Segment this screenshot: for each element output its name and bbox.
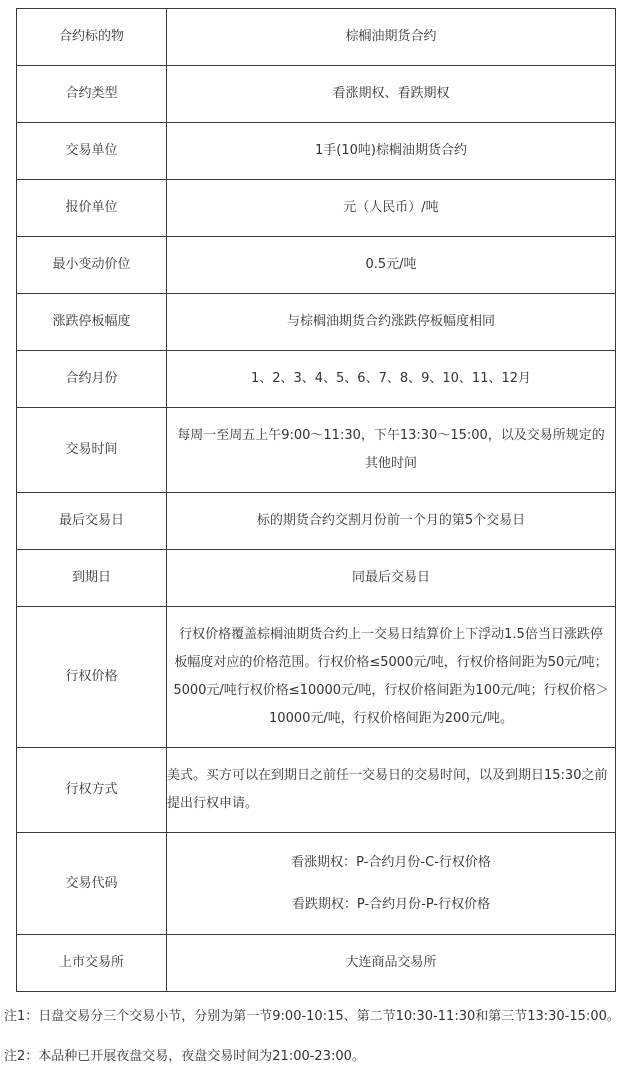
table-row [17,180,616,237]
row-label: 涨跌停板幅度 [17,294,167,351]
row-label: 报价单位 [17,180,167,237]
table-row [17,351,616,408]
row-value [167,833,616,935]
row-value: 元（人民币）/吨 [167,180,616,237]
row-label: 最小变动价位 [17,237,167,294]
row-value: 大连商品交易所 [167,935,616,992]
row-value: 看涨期权、看跌期权 [167,66,616,123]
row-value: 同最后交易日 [167,550,616,607]
row-label: 最后交易日 [17,493,167,550]
table-row [17,237,616,294]
put-code-text: 看跌期权：P-合约月份-P-行权价格 [291,896,491,912]
row-label: 到期日 [17,550,167,607]
table-row [17,748,616,833]
table-row [17,408,616,493]
table-row [17,833,616,935]
row-value: 棕榈油期货合约 [167,9,616,66]
row-label: 合约月份 [17,351,167,408]
row-value: 美式。买方可以在到期日之前任一交易日的交易时间，以及到期日15:30之前提出行权申请。 [167,748,616,833]
row-value: 行权价格覆盖棕榈油期货合约上一交易日结算价上下浮动1.5倍当日涨跌停板幅度对应的价格范围。行权价格≤5000元/吨，行权价格间距为50元/吨；5000元/吨行权价格≤10000元/吨，行权价格间距为100元/吨；行权价格＞10000元/吨，行权价格间距为200元/吨。 [167,607,616,748]
table-row [17,9,616,66]
row-label: 行权价格 [17,607,167,748]
row-label: 交易时间 [17,408,167,493]
row-label: 交易单位 [17,123,167,180]
table-row [17,607,616,748]
table-row [17,123,616,180]
row-value: 与棕榈油期货合约涨跌停板幅度相同 [167,294,616,351]
note-1: 注1：日盘交易分三个交易小节，分别为第一节9:00-10:15、第二节10:30-11:30和第三节13:30-15:00。 [4,1009,620,1024]
row-value: 1、2、3、4、5、6、7、8、9、10、11、12月 [167,351,616,408]
row-label: 行权方式 [17,748,167,833]
table-row [17,935,616,992]
row-label: 合约类型 [17,66,167,123]
contract-spec-table [16,8,616,992]
table-row [17,66,616,123]
row-label: 上市交易所 [17,935,167,992]
table-row [17,493,616,550]
row-label: 合约标的物 [17,9,167,66]
row-value: 标的期货合约交割月份前一个月的第5个交易日 [167,493,616,550]
call-code-text: 看涨期权：P-合约月份-C-行权价格 [291,854,491,870]
row-value: 0.5元/吨 [167,237,616,294]
table-row [17,550,616,607]
table-row [17,294,616,351]
row-label: 交易代码 [17,833,167,935]
row-value: 每周一至周五上午9:00～11:30，下午13:30～15:00，以及交易所规定的其他时间 [167,408,616,493]
row-value: 1手(10吨)棕榈油期货合约 [167,123,616,180]
note-2: 注2：本品种已开展夜盘交易，夜盘交易时间为21:00-23:00。 [4,1049,365,1064]
